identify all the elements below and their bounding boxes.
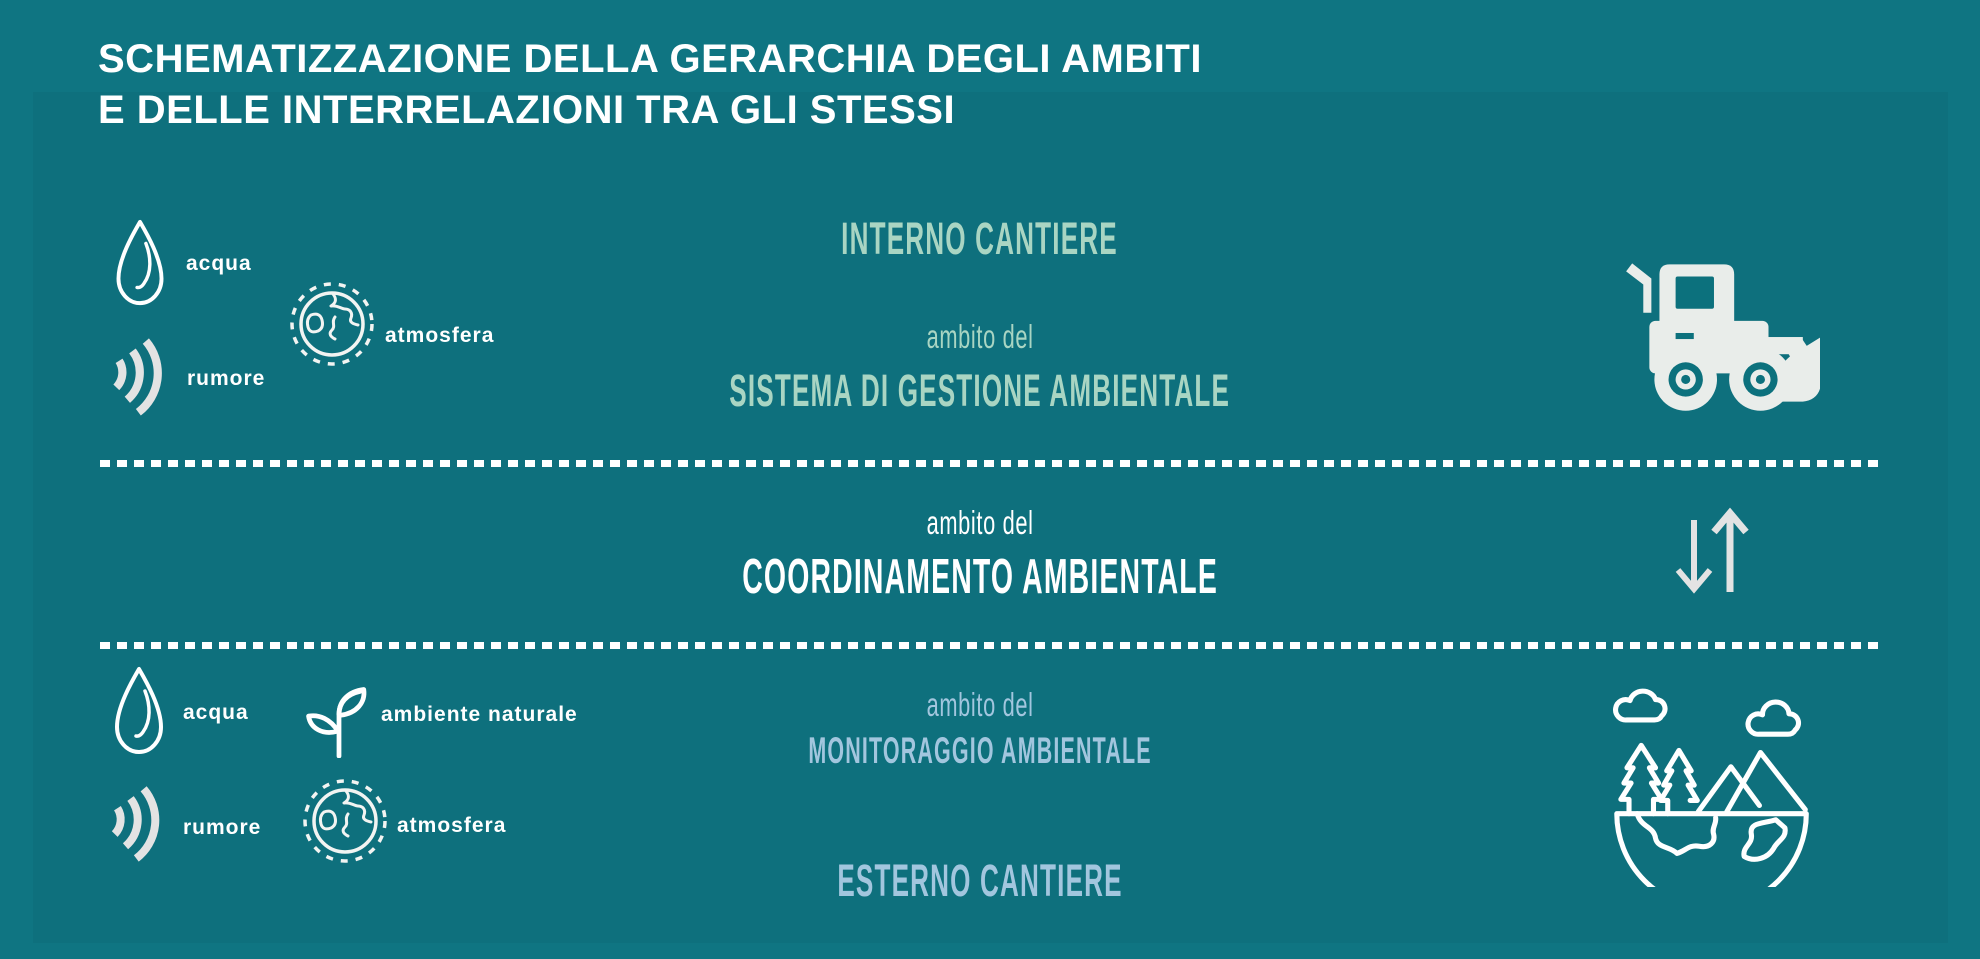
factor-label-acqua: acqua (186, 252, 252, 275)
factor-label-atmosfera: atmosfera (385, 324, 495, 347)
scope-name-monitoraggio (480, 732, 1480, 770)
wheel-loader-icon (1613, 250, 1820, 417)
earth-landscape-icon (1604, 671, 1814, 887)
globe-icon (289, 281, 375, 367)
factor-label-rumore: rumore (187, 367, 266, 390)
water-drop-icon (112, 664, 166, 758)
scope-prefix-bottom (480, 688, 1480, 722)
page-title-line2: E DELLE INTERRELAZIONI TRA GLI STESSI (98, 88, 956, 132)
factor-label-ambiente-naturale: ambiente naturale (381, 703, 578, 726)
scope-prefix-middle-text: ambito del (926, 504, 1034, 541)
page-title (98, 34, 1202, 136)
factor-label-atmosfera: atmosfera (397, 814, 507, 837)
dashed-divider-bottom (100, 642, 1880, 649)
zone-heading-interno (480, 213, 1480, 264)
scope-name-coordinamento-text: COORDINAMENTO AMBIENTALE (742, 550, 1218, 604)
water-drop-icon (112, 218, 168, 308)
plant-sprout-icon (299, 680, 379, 758)
globe-icon (302, 777, 388, 865)
scope-prefix-bottom-text: ambito del (926, 686, 1034, 723)
factor-label-rumore: rumore (183, 816, 262, 839)
scope-prefix-middle (480, 506, 1480, 540)
up-down-arrows-icon (1670, 502, 1754, 602)
factor-label-acqua: acqua (183, 701, 249, 724)
dashed-divider-top (100, 460, 1880, 467)
scope-prefix-top-text: ambito del (926, 318, 1034, 355)
zone-heading-interno-text: INTERNO CANTIERE (841, 213, 1119, 264)
scope-name-sistema-gestione (480, 365, 1480, 416)
scope-prefix-top (480, 320, 1480, 354)
sound-waves-icon (108, 779, 160, 867)
page-title-line1: SCHEMATIZZAZIONE DELLA GERARCHIA DEGLI AMBITI (98, 37, 1202, 81)
zone-heading-esterno-text: ESTERNO CANTIERE (837, 855, 1123, 906)
scope-name-coordinamento (480, 552, 1480, 602)
scope-name-sistema-gestione-text: SISTEMA DI GESTIONE AMBIENTALE (729, 365, 1231, 416)
sound-waves-icon (110, 331, 162, 421)
scope-name-monitoraggio-text: MONITORAGGIO AMBIENTALE (808, 730, 1152, 771)
zone-heading-esterno (480, 855, 1480, 906)
